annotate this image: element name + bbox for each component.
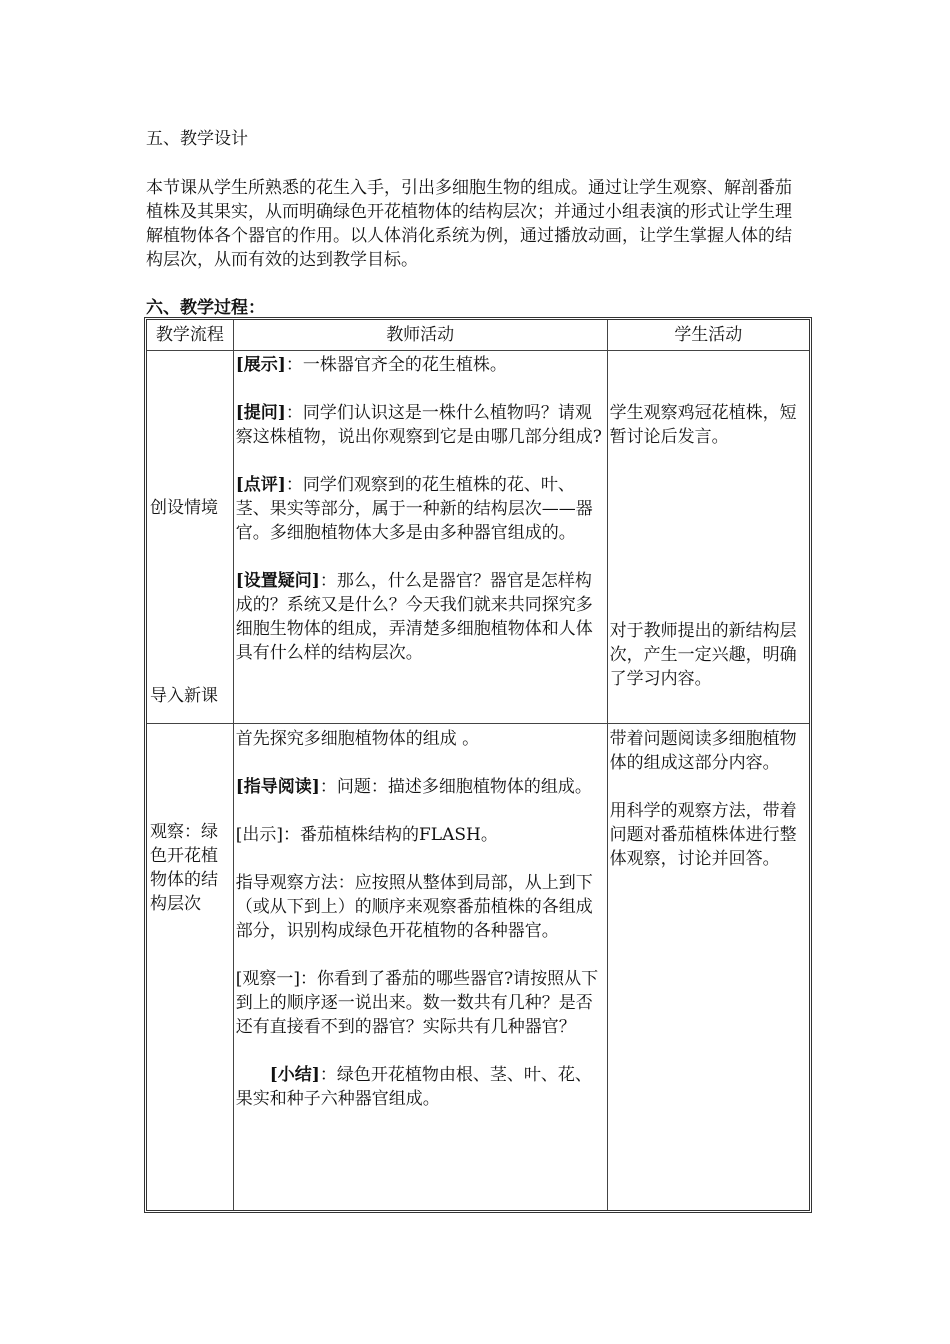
teacher-item: [小结]：绿色开花植物由根、茎、叶、花、果实和种子六种器官组成。 — [235, 1065, 592, 1109]
stage-cell — [147, 724, 234, 1210]
student-activity-cell — [608, 351, 809, 724]
teacher-item: [指导阅读]：问题：描述多细胞植物体的组成。 — [235, 777, 592, 797]
teacher-item: [观察一]：你看到了番茄的哪些器官?请按照从下到上的顺序逐一说出来。数一数共有几种？是否还有直接看不到的器官？实际共有几种器官？ — [235, 969, 599, 1037]
stage-label: 创设情境 — [150, 498, 218, 518]
teacher-item: [设置疑问]：那么，什么是器官？器官是怎样构成的？系统又是什么？今天我们就来共同探究多细胞生物体的组成，弄清楚多细胞植物体和人体具有什么样的结构层次。 — [235, 571, 593, 663]
student-item: 带着问题阅读多细胞植物体的组成这部分内容。 — [609, 729, 797, 773]
teacher-item: 指导观察方法：应按照从整体到局部，从上到下（或从下到上）的顺序来观察番茄植株的各组成部分，识别构成绿色开花植物的各种器官。 — [235, 873, 593, 941]
teaching-process-table — [144, 317, 812, 1213]
teacher-item: [点评]：同学们观察到的花生植株的花、叶、茎、果实等部分，属于一种新的结构层次——器官。多细胞植物体大多是由多种器官组成的。 — [235, 475, 593, 543]
student-item: 对于教师提出的新结构层次，产生一定兴趣，明确了学习内容。 — [609, 621, 797, 689]
teacher-item: [提问]：同学们认识这是一株什么植物吗？请观察这株植物，说出你观察到它是由哪几部分组成? — [235, 403, 602, 447]
student-item: 学生观察鸡冠花植株，短暂讨论后发言。 — [609, 403, 797, 447]
table-header-row — [147, 320, 809, 351]
header-teacher-activity: 教师活动 — [234, 320, 608, 351]
student-activity-cell — [608, 724, 809, 1210]
teacher-activity-cell — [234, 724, 608, 1210]
header-stage: 教学流程 — [147, 320, 234, 351]
student-item: 用科学的观察方法，带着问题对番茄植株体进行整体观察，讨论并回答。 — [609, 801, 797, 869]
table-row — [147, 351, 809, 724]
teacher-activity-cell — [234, 351, 608, 724]
table-row — [147, 724, 809, 1210]
stage-label: 观察：绿色开花植物体的结构层次 — [150, 822, 218, 914]
stage-label: 导入新课 — [150, 686, 218, 706]
section-title-teaching-process: 六、教学过程： — [146, 298, 265, 318]
teacher-item: 首先探究多细胞植物体的组成 。 — [235, 729, 480, 749]
teaching-design-paragraph: 本节课从学生所熟悉的花生入手，引出多细胞生物的组成。通过让学生观察、解剖番茄植株及其果实，从而明确绿色开花植物体的结构层次；并通过小组表演的形式让学生理解植物体各个器官的作用。以人体消化系统为例，通过播放动画，让学生掌握人体的结构层次，从而有效的达到教学目标。 — [146, 178, 792, 270]
teacher-item: [展示]：一株器官齐全的花生植株。 — [235, 355, 507, 375]
header-student-activity: 学生活动 — [608, 320, 809, 351]
teacher-item: [出示]：番茄植株结构的FLASH。 — [235, 825, 498, 845]
section-title-teaching-design: 五、教学设计 — [146, 129, 248, 149]
stage-cell — [147, 351, 234, 724]
